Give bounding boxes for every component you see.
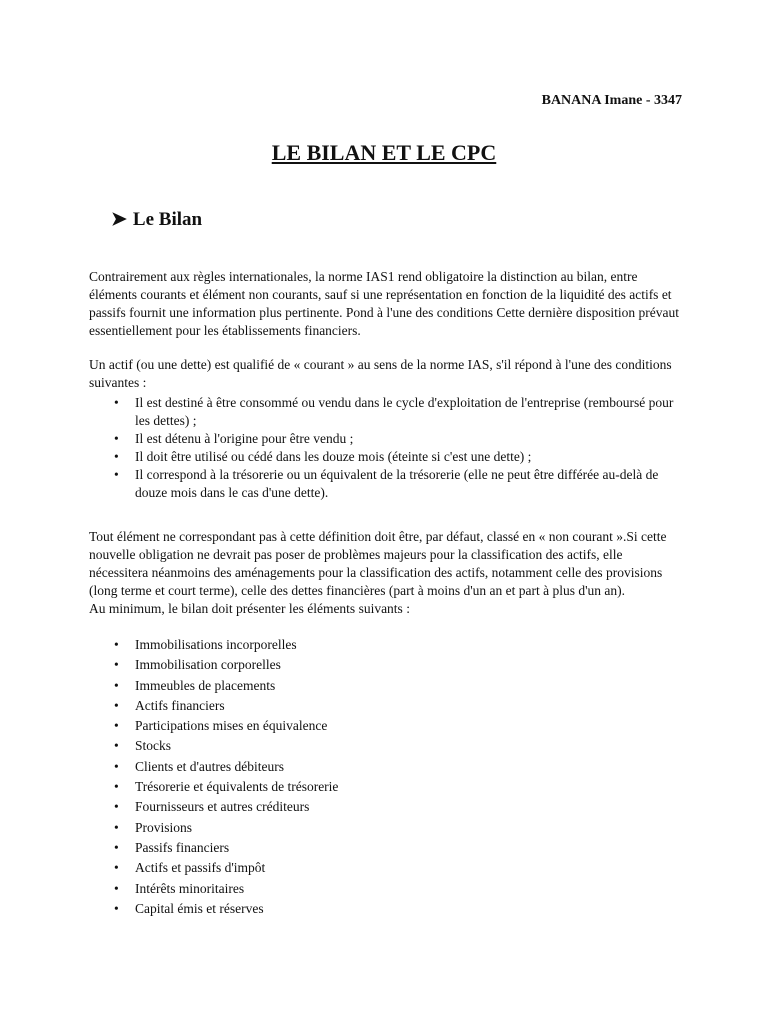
bullet-icon: •: [114, 657, 119, 673]
list-item: [89, 859, 681, 879]
list-item-text: Il correspond à la trésorerie ou un équivalent de la trésorerie (elle ne peut être différée au-delà de douze mois dans le cas d'une dette).: [135, 467, 659, 500]
list-item: [89, 900, 681, 920]
list-item: [89, 880, 681, 900]
bullet-icon: •: [114, 860, 119, 876]
list-item-text: Participations mises en équivalence: [135, 718, 328, 734]
list-item-text: Actifs financiers: [135, 697, 225, 713]
bullet-icon: •: [114, 839, 119, 855]
section-heading: [111, 208, 202, 232]
bullet-icon: •: [114, 677, 119, 693]
bullet-icon: •: [114, 738, 119, 754]
list-item: [89, 636, 681, 656]
paragraph-block: [89, 528, 681, 618]
list-item-text: Intérêts minoritaires: [135, 880, 245, 896]
bullet-icon: •: [114, 819, 119, 835]
bullet-icon: •: [114, 697, 119, 713]
list-item: [89, 448, 681, 466]
list-item-text: Il doit être utilisé ou cédé dans les douze mois (éteinte si c'est une dette) ;: [135, 449, 532, 464]
bullet-icon: •: [114, 900, 119, 916]
bullet-icon: •: [114, 880, 119, 896]
list-item: [89, 839, 681, 859]
list-item-text: Stocks: [135, 738, 172, 754]
bullet-icon: •: [114, 467, 119, 482]
paragraph-intro: Contrairement aux règles internationales, la norme IAS1 rend obligatoire la distinction au bilan, entre éléments courants et élément non courants, sauf si une représentation en fonction de la liquidité des actifs et passifs fournit une information plus pertinente. Pond à l'une des conditions Cette dernière disposition prévaut essentiellement pour les établissements financiers.: [89, 269, 679, 338]
bullet-icon: •: [114, 718, 119, 734]
list-item-text: Il est détenu à l'origine pour être vendu ;: [135, 431, 354, 446]
list-item-text: Capital émis et réserves: [135, 900, 264, 916]
list-item-text: Trésorerie et équivalents de trésorerie: [135, 779, 339, 795]
list-item: [89, 466, 681, 502]
list-item: [89, 656, 681, 676]
list-item: [89, 798, 681, 818]
list-item-text: Clients et d'autres débiteurs: [135, 758, 285, 774]
list-item: [89, 394, 681, 430]
author-line: BANANA Imane - 3347: [541, 93, 682, 108]
list-item: [89, 430, 681, 448]
list-item-text: Passifs financiers: [135, 839, 230, 855]
document-title: LE BILAN ET LE CPC: [271, 140, 497, 165]
bullet-icon: •: [114, 758, 119, 774]
list-item-text: Immobilisation corporelles: [135, 657, 281, 673]
bullet-icon: •: [114, 395, 119, 410]
list-item: [89, 737, 681, 757]
list-item-text: Fournisseurs et autres créditeurs: [135, 799, 310, 815]
list-item-text: Il est destiné à être consommé ou vendu dans le cycle d'exploitation de l'entreprise (remboursé pour les dettes) ;: [135, 395, 674, 428]
list-item: [89, 717, 681, 737]
list-item-text: Actifs et passifs d'impôt: [135, 860, 266, 876]
section-heading-label: Le Bilan: [132, 209, 203, 230]
list-item: [89, 677, 681, 697]
list-item-text: Immeubles de placements: [135, 677, 276, 693]
list-item-text: Provisions: [135, 819, 193, 835]
elements-list: [89, 636, 681, 920]
paragraph-non-current: Tout élément ne correspondant pas à cette définition doit être, par défaut, classé en « non courant ».Si cette nouvelle obligation ne devrait pas poser de problèmes majeurs pour la classification des actifs, elle nécessitera néanmoins des aménagements pour la classification des actifs, notamment celle des provisions (long terme et court terme), celle des dettes financières (part à moins d'un an et part à plus d'un an).: [89, 529, 667, 598]
list-item: [89, 819, 681, 839]
list-item: [89, 778, 681, 798]
conditions-list: [89, 394, 681, 502]
list-item: [89, 758, 681, 778]
arrow-bullet-icon: ➤: [111, 209, 127, 230]
bullet-icon: •: [114, 637, 119, 652]
list-item: [89, 697, 681, 717]
bullet-icon: •: [114, 799, 119, 815]
paragraph-minimum: Au minimum, le bilan doit présenter les éléments suivants :: [89, 601, 410, 616]
bullet-icon: •: [114, 449, 119, 464]
bullet-icon: •: [114, 779, 119, 795]
bullet-icon: •: [114, 431, 119, 446]
paragraph-current-definition: Un actif (ou une dette) est qualifié de « courant » au sens de la norme IAS, s'il répond à l'une des conditions suivantes :: [89, 357, 672, 390]
list-item-text: Immobilisations incorporelles: [135, 637, 297, 652]
